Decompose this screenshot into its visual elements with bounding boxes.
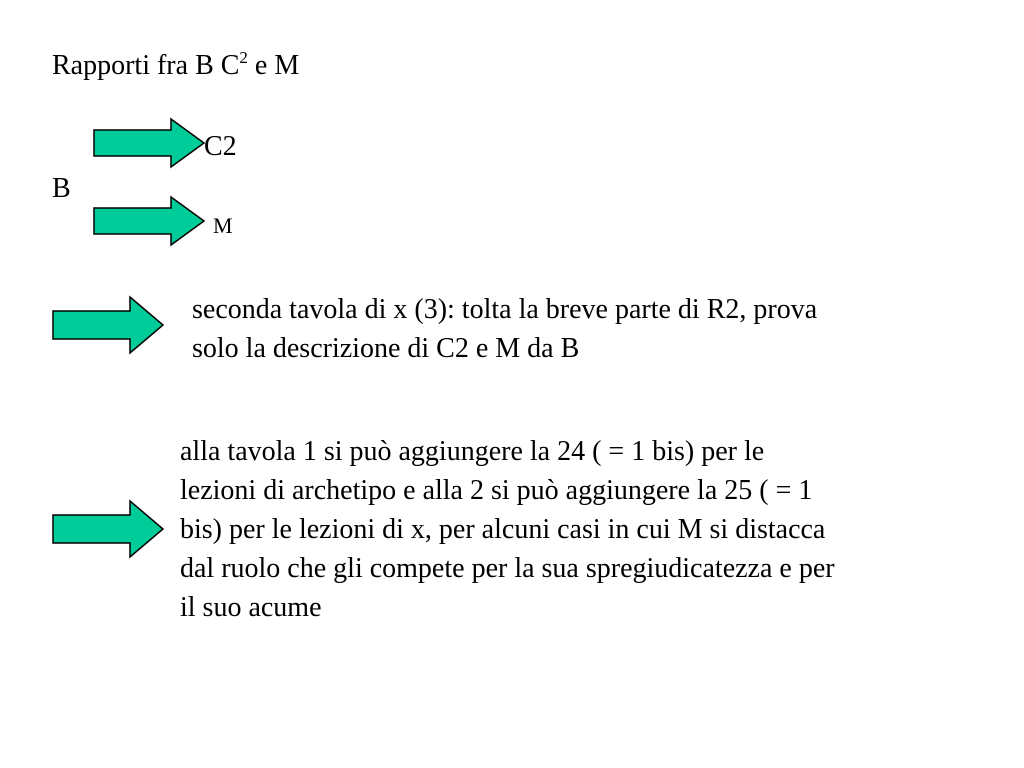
paragraph-line: lezioni di archetipo e alla 2 si può aggiungere la 25 ( = 1	[180, 475, 813, 506]
arrow-to-m-icon	[93, 196, 205, 246]
paragraph-line: dal ruolo che gli compete per la sua spregiudicatezza e per	[180, 553, 835, 584]
label-b: B	[52, 173, 71, 204]
paragraph-line: alla tavola 1 si può aggiungere la 24 ( = 1 bis) per le	[180, 436, 765, 467]
paragraph-line: bis) per le lezioni di x, per alcuni casi in cui M si distacca	[180, 514, 826, 545]
paragraph-line: il suo acume	[180, 592, 322, 623]
title-text: Rapporti fra B C	[52, 50, 240, 81]
title-suffix: e M	[247, 50, 300, 81]
paragraph-tavola-1	[180, 432, 990, 627]
label-c2: C2	[204, 131, 237, 162]
paragraph-line: seconda tavola di x (3): tolta la breve parte di R2, prova	[192, 294, 818, 325]
paragraph-line: solo la descrizione di C2 e M da B	[192, 333, 580, 364]
bullet-arrow-icon	[52, 296, 164, 354]
title-superscript: 2	[239, 48, 248, 67]
slide-title	[52, 48, 299, 87]
bullet-arrow-icon	[52, 500, 164, 558]
paragraph-seconda-tavola	[192, 290, 982, 368]
label-m: M	[213, 213, 233, 238]
arrow-to-c2-icon	[93, 118, 205, 168]
